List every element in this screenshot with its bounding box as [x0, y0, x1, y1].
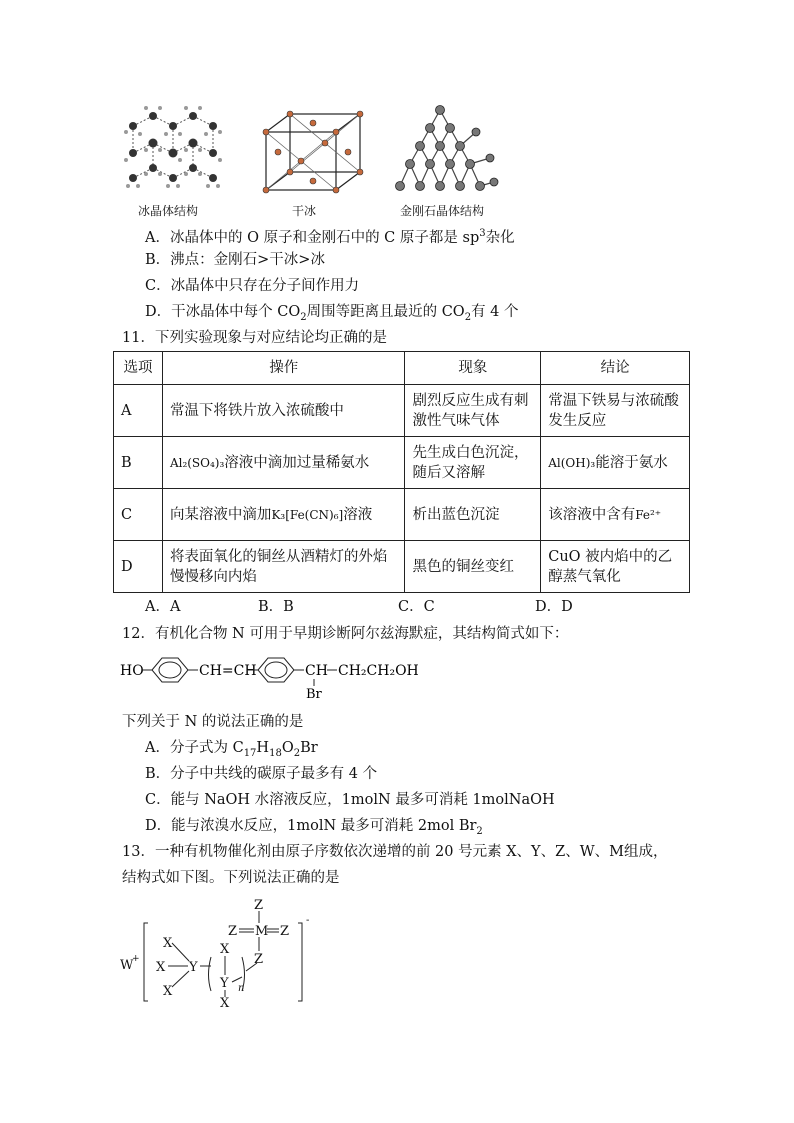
x-label-5: X: [220, 996, 230, 1011]
q10-option-a-tail: 杂化: [485, 229, 515, 246]
header-operation: 操作: [162, 352, 405, 385]
q12-question: 下列关于 N 的说法正确的是: [122, 714, 304, 730]
q13-structure: [118, 893, 328, 1013]
row-conclusion: CuO 被内焰中的乙醇蒸气氧化: [541, 541, 690, 593]
ch-label: CH: [305, 663, 328, 679]
q10-option-d-tail: 有 4 个: [471, 304, 519, 320]
row-operation: [162, 489, 405, 541]
row-operation-text: 向某溶液中滴加: [169, 506, 272, 523]
z-label-left: Z: [228, 924, 238, 939]
q12-option-d: [145, 816, 483, 842]
row-conclusion-text: 能溶于氨水: [595, 454, 668, 471]
row-phenomenon: 剧烈反应生成有刺激性气味气体: [405, 385, 541, 437]
q13-stem-line-2: 结构式如下图。下列说法正确的是: [122, 870, 340, 886]
q12-option-c: C．能与 NaOH 水溶液反应，1molN 最多可消耗 1molNaOH: [145, 792, 555, 808]
w-charge: +: [132, 954, 140, 964]
row-option: D: [114, 541, 163, 593]
row-phenomenon: 析出蓝色沉淀: [405, 489, 541, 541]
vinyl-label: CH=CH: [199, 663, 257, 679]
y-label-1: Y: [189, 960, 198, 975]
al2so43-formula: Al₂(SO₄)₃: [169, 455, 225, 470]
row-option: C: [114, 489, 163, 541]
row-conclusion: [541, 437, 690, 489]
br2-subscript: 2: [476, 825, 483, 837]
benzene-ring-1: [152, 658, 188, 682]
ice-caption: 冰晶体结构: [138, 204, 199, 218]
row-conclusion: [541, 489, 690, 541]
row-operation: [162, 437, 405, 489]
q12-option-a-text: A．分子式为 C: [145, 740, 244, 756]
q10-option-d: [145, 302, 519, 328]
chain-label: CH₂CH₂OH: [338, 663, 418, 679]
row-phenomenon: 先生成白色沉淀，随后又溶解: [405, 437, 541, 489]
h-subscript: 18: [269, 747, 282, 759]
q10-option-b: B．沸点：金刚石>干冰>冰: [145, 252, 325, 268]
fe2-formula: Fe²⁺: [635, 507, 662, 522]
ferricyanide-formula: K₃[Fe(CN)₆]: [271, 507, 344, 522]
q12-option-b: B．分子中共线的碳原子最多有 4 个: [145, 766, 378, 782]
co2-subscript: 2: [300, 311, 307, 323]
x-label-1: X: [163, 936, 173, 951]
q11-choice-c: C．C: [398, 599, 435, 615]
row-operation-text: 溶液中滴加过量稀氨水: [224, 454, 370, 471]
q11-choice-b: B．B: [258, 599, 294, 615]
q10-option-d-mid: 周围等距离且最近的 CO: [306, 304, 465, 320]
q10-option-a-text: A．冰晶体中的 O 原子和金刚石中的 C 原子都是 sp: [145, 229, 480, 246]
table-header-row: [114, 352, 690, 385]
q11-choice-d: D．D: [535, 599, 573, 615]
n-subscript: n: [238, 983, 245, 994]
q12-stem: 12．有机化合物 N 可用于早期诊断阿尔兹海默症，其结构简式如下：: [122, 626, 569, 642]
q11-stem: 11．下列实验现象与对应结论均正确的是: [122, 330, 387, 346]
ho-label: HO: [120, 663, 144, 679]
sp3-superscript: 3: [479, 228, 486, 239]
m-label: M: [255, 924, 269, 939]
q12-structure: [118, 652, 418, 700]
table-row: [114, 437, 690, 489]
header-conclusion: 结论: [541, 352, 690, 385]
diamond-caption: 金刚石晶体结构: [400, 204, 485, 218]
q11-table: [113, 351, 690, 593]
table-row: [114, 541, 690, 593]
aloh3-formula: Al(OH)₃: [548, 455, 596, 470]
co2-subscript-2: 2: [464, 311, 472, 323]
row-operation: 将表面氧化的铜丝从酒精灯的外焰慢慢移向内焰: [162, 541, 405, 593]
h-symbol: H: [256, 740, 270, 756]
q10-option-d-text: D．干冰晶体中每个 CO: [145, 304, 301, 320]
row-operation-tail: 溶液: [343, 506, 373, 523]
diamond-crystal-figure: [394, 102, 502, 198]
ice-crystal-figure: [118, 98, 226, 198]
q12-option-d-text: D．能与浓溴水反应，1molN 最多可消耗 2mol Br: [145, 818, 477, 834]
row-conclusion-text: 该溶液中含有: [548, 506, 636, 523]
row-option: A: [114, 385, 163, 437]
table-row: [114, 385, 690, 437]
row-phenomenon: 黑色的铜丝变红: [405, 541, 541, 593]
q12-option-a: [145, 738, 318, 764]
row-conclusion: 常温下铁易与浓硫酸发生反应: [541, 385, 690, 437]
o-subscript: 2: [293, 747, 301, 759]
row-option: B: [114, 437, 163, 489]
z-label-bottom: Z: [254, 952, 264, 967]
dry-ice-crystal-figure: [258, 108, 368, 196]
table-row: [114, 489, 690, 541]
y-label-2: Y: [220, 976, 229, 991]
br-label: Br: [306, 687, 322, 700]
q10-option-a: [145, 224, 515, 248]
anion-charge: -: [306, 915, 310, 926]
x-label-3: X: [163, 984, 173, 999]
q13-stem-line-1: 13．一种有机物催化剂由原子序数依次递增的前 20 号元素 X、Y、Z、W、M组成，: [122, 844, 668, 860]
header-option: 选项: [114, 352, 163, 385]
z-label-right: Z: [280, 924, 290, 939]
dry-ice-caption: 干冰: [292, 204, 317, 218]
q11-choice-a: A．A: [145, 599, 181, 615]
header-phenomenon: 现象: [405, 352, 541, 385]
x-label-4: X: [220, 942, 230, 957]
o-symbol: O: [281, 740, 294, 756]
w-label: W: [120, 958, 134, 973]
x-label-2: X: [156, 960, 166, 975]
z-label-top: Z: [254, 898, 264, 913]
row-operation: 常温下将铁片放入浓硫酸中: [162, 385, 405, 437]
q10-option-c: C．冰晶体中只存在分子间作用力: [145, 278, 360, 294]
benzene-ring-2: [258, 658, 294, 682]
br-symbol: Br: [300, 740, 318, 756]
c-subscript: 17: [243, 747, 257, 759]
